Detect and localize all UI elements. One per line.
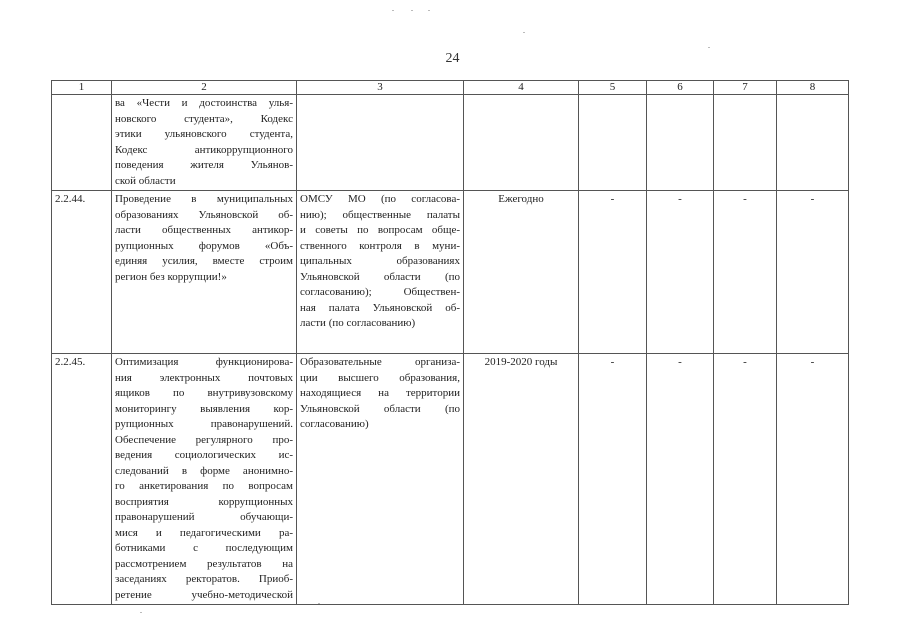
column-header: 2 xyxy=(112,81,297,95)
measure-line: регион без коррупции!» xyxy=(115,270,227,283)
scan-speck xyxy=(523,32,525,33)
column-header: 1 xyxy=(52,81,112,95)
table-header-row xyxy=(52,81,849,95)
measure-line: поведения жителя Ульянов- xyxy=(115,159,293,171)
measure-line: ласти общественных антикор- xyxy=(115,224,293,236)
executor-cell xyxy=(297,191,464,354)
executor-line: ципальных образованиях xyxy=(300,255,460,267)
measure-line: Кодекс антикоррупционного xyxy=(115,143,293,156)
column-header: 6 xyxy=(647,81,714,95)
cell-6: - xyxy=(647,191,714,354)
executor-line: согласованию) xyxy=(300,418,369,430)
executor-cell xyxy=(297,354,464,605)
measure-cell xyxy=(112,95,297,191)
measure-line: мониторингу выявления кор- xyxy=(115,402,293,415)
executor-line: и советы по вопросам обще- xyxy=(300,224,460,236)
measure-line: Обеспечение регулярного про- xyxy=(115,433,293,446)
row-number: 2.2.45. xyxy=(52,354,112,605)
measure-line: следований в форме анонимно- xyxy=(115,464,293,477)
measure-line: правонарушений обучающи- xyxy=(115,511,293,523)
cell-5 xyxy=(579,95,647,191)
executor-line: ная палата Ульяновской об- xyxy=(300,301,460,314)
measure-line: ской области xyxy=(115,174,176,187)
scan-speck xyxy=(140,612,142,613)
executor-line: Ульяновской области (по xyxy=(300,402,460,415)
executor-line: ции высшего образования, xyxy=(300,371,460,384)
executor-line: Ульяновской области (по xyxy=(300,270,460,283)
measure-line: ния электронных почтовых xyxy=(115,371,293,384)
executor-line: ОМСУ МО (по согласова- xyxy=(300,193,460,205)
table-row xyxy=(52,191,849,354)
row-number xyxy=(52,95,112,191)
measure-line: заседаниях ректоратов. Приоб- xyxy=(115,573,293,585)
executor-line: находящиеся на территории xyxy=(300,387,460,399)
cell-7 xyxy=(714,95,777,191)
term-cell xyxy=(464,95,579,191)
scan-speck xyxy=(392,10,394,11)
executor-line: Образовательные организа- xyxy=(300,356,460,368)
term-cell: Ежегодно xyxy=(464,191,579,354)
executor-line: ласти (по согласованию) xyxy=(300,317,416,329)
executor-line: нию); общественные палаты xyxy=(300,208,460,221)
scan-speck xyxy=(318,603,320,604)
table-row xyxy=(52,354,849,605)
measure-line: восприятия коррупционных xyxy=(115,495,293,508)
page-number: 24 xyxy=(445,51,460,66)
measure-cell xyxy=(112,354,297,605)
executor-line: ственного контроля в муни- xyxy=(300,239,460,252)
column-header: 7 xyxy=(714,81,777,95)
measure-line: новского студента», Кодекс xyxy=(115,112,293,125)
scan-speck xyxy=(708,47,710,48)
measure-line: рассмотрением результатов на xyxy=(115,557,293,570)
measure-line: мися и педагогическими ра- xyxy=(115,526,293,539)
cell-8 xyxy=(777,95,849,191)
executor-cell xyxy=(297,95,464,191)
measure-line: рупционных форумов «Объ- xyxy=(115,239,293,252)
measure-line: ведения социологических ис- xyxy=(115,449,293,461)
measure-line: ботниками с последующим xyxy=(115,542,293,554)
table-row xyxy=(52,95,849,191)
measure-line: го анкетирования по вопросам xyxy=(115,480,293,492)
cell-8: - xyxy=(777,191,849,354)
column-header: 8 xyxy=(777,81,849,95)
measures-table xyxy=(51,80,849,605)
row-number: 2.2.44. xyxy=(52,191,112,354)
cell-5: - xyxy=(579,354,647,605)
cell-5: - xyxy=(579,191,647,354)
scan-speck xyxy=(411,10,413,11)
measure-line: единяя усилия, вместе строим xyxy=(115,255,293,267)
measure-line: Проведение в муниципальных xyxy=(115,193,293,205)
measure-line: ящиков по внутривузовскому xyxy=(115,387,293,399)
cell-6 xyxy=(647,95,714,191)
executor-line: согласованию); Обществен- xyxy=(300,286,460,298)
scan-speck xyxy=(428,10,430,11)
cell-8: - xyxy=(777,354,849,605)
cell-6: - xyxy=(647,354,714,605)
column-header: 3 xyxy=(297,81,464,95)
measure-line: этики ульяновского студента, xyxy=(115,128,293,140)
measure-line: ретение учебно-методической xyxy=(115,588,293,601)
measure-line: рупционных правонарушений. xyxy=(115,418,293,430)
measure-line: образованиях Ульяновской об- xyxy=(115,208,293,221)
column-header: 4 xyxy=(464,81,579,95)
term-cell: 2019-2020 годы xyxy=(464,354,579,605)
measure-line: ва «Чести и достоинства улья- xyxy=(115,97,293,109)
measure-cell xyxy=(112,191,297,354)
cell-7: - xyxy=(714,354,777,605)
measure-line: Оптимизация функционирова- xyxy=(115,356,293,368)
column-header: 5 xyxy=(579,81,647,95)
cell-7: - xyxy=(714,191,777,354)
